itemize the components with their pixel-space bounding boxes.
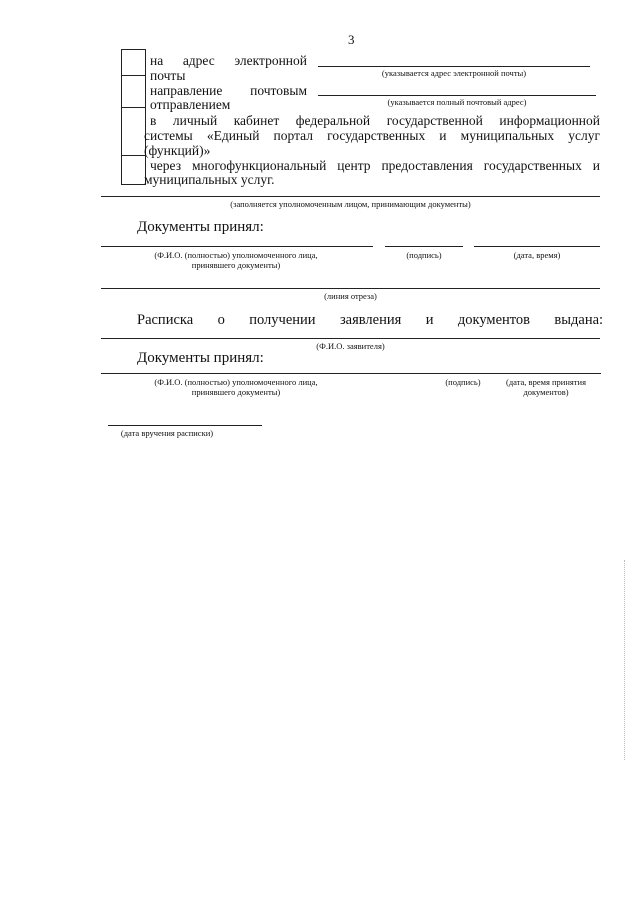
signature-field-line[interactable] [385, 246, 463, 247]
option-cabinet-text-2: системы «Единый портал государственных и муниципальных услуг [144, 128, 600, 143]
receipt-word: заявления [339, 312, 402, 328]
receipt-word: выдана: [554, 312, 604, 328]
date-field-line[interactable] [474, 246, 600, 247]
date-caption: (дата, время) [513, 250, 561, 260]
checkbox-personal-cabinet[interactable] [121, 107, 145, 155]
option-email-text: на адрес электронной [150, 53, 307, 68]
receipt-fio-caption: (Ф.И.О. (полностью) уполномоченного лица, [154, 377, 318, 387]
fio-caption-2: принявшего документы) [191, 260, 281, 270]
receipt-word: и [425, 312, 434, 328]
option-post-text: направление почтовым [150, 83, 307, 98]
postal-address-field-line[interactable] [318, 95, 596, 96]
applicant-field-line[interactable] [101, 338, 600, 339]
email-field-caption: (указывается адрес электронной почты) [381, 68, 527, 78]
cut-line-caption: (линия отреза) [324, 291, 377, 301]
checkbox-email[interactable] [121, 49, 145, 75]
receipt-fio-caption-2: принявшего документы) [191, 387, 281, 397]
scan-edge-marks [624, 560, 626, 760]
receipt-title [137, 312, 603, 329]
option-cabinet-text-3: (функций)» [144, 143, 211, 158]
delivery-date-field-line[interactable] [108, 425, 262, 426]
email-field-line[interactable] [318, 66, 590, 67]
page-number: 3 [348, 32, 355, 47]
signature-caption: (подпись) [406, 250, 442, 260]
fio-caption: (Ф.И.О. (полностью) уполномоченного лица, [154, 250, 318, 260]
option-mfc-text: через многофункциональный центр предоставления государственных и [150, 158, 600, 173]
receipt-accepted-heading: Документы принял: [137, 350, 264, 366]
receipt-word: о [217, 312, 225, 328]
applicant-caption: (Ф.И.О. заявителя) [316, 341, 385, 351]
fio-field-line[interactable] [101, 246, 373, 247]
accepted-heading: Документы принял: [137, 219, 264, 235]
receipt-fields-line[interactable] [101, 373, 601, 374]
receipt-date-caption: (дата, время принятия [506, 377, 586, 387]
option-cabinet-text: в личный кабинет федеральной государственной информационной [150, 113, 600, 128]
receipt-word: документов [457, 312, 531, 328]
separator-line [101, 196, 600, 197]
option-email-text-2: почты [150, 68, 186, 83]
receipt-word: получении [249, 312, 316, 328]
cut-line [101, 288, 600, 289]
option-post-text-2: отправлением [150, 97, 231, 112]
delivery-date-caption: (дата вручения расписки) [120, 428, 214, 438]
option-mfc-text-2: муниципальных услуг. [144, 172, 275, 187]
receipt-word: Расписка [137, 312, 194, 328]
receipt-date-caption-2: документов) [523, 387, 569, 397]
filled-by-caption: (заполняется уполномоченным лицом, принимающим документы) [230, 199, 471, 209]
receipt-signature-caption: (подпись) [445, 377, 481, 387]
checkbox-mfc[interactable] [121, 155, 145, 184]
postal-address-caption: (указывается полный почтовый адрес) [387, 97, 527, 107]
checkbox-post[interactable] [121, 75, 145, 107]
